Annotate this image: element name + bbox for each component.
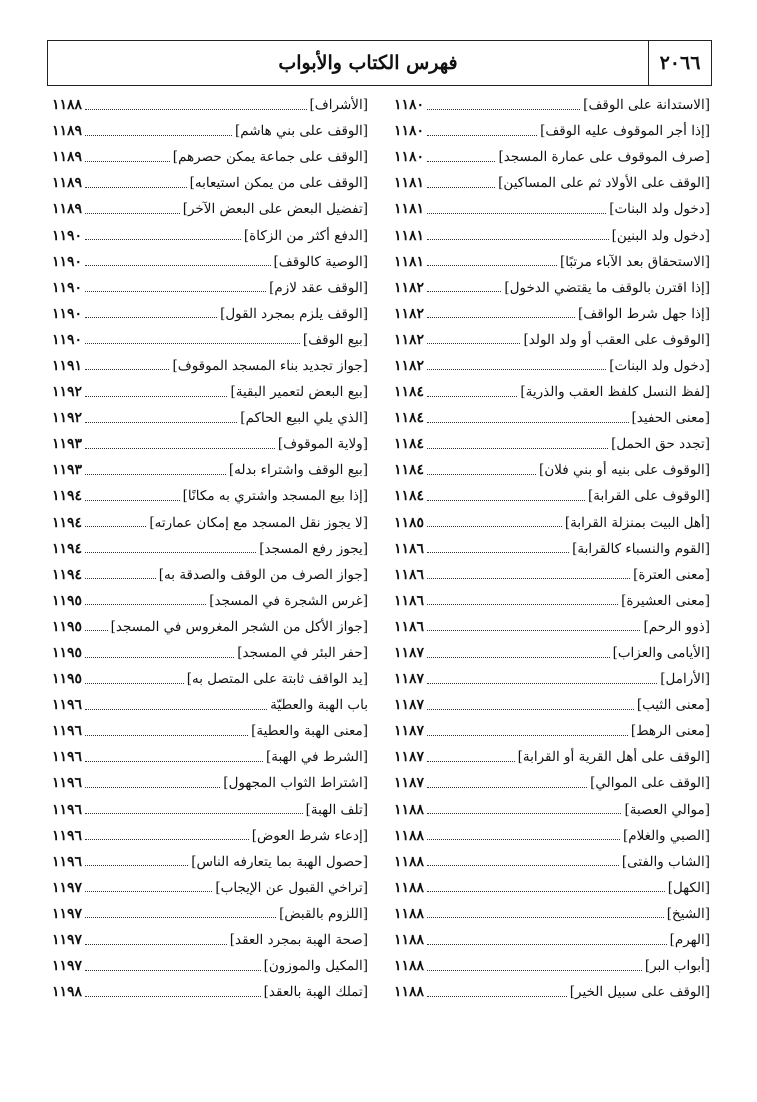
index-entry — [52, 901, 368, 927]
entry-page-number: ١١٨٨ — [394, 853, 425, 870]
dot-leader — [427, 630, 640, 631]
index-entry — [394, 170, 710, 196]
entry-page-number: ١١٩٣ — [52, 436, 83, 453]
index-entry — [52, 953, 368, 979]
index-entry — [394, 405, 710, 431]
dot-leader — [427, 474, 536, 475]
entry-page-number: ١١٨٤ — [394, 462, 425, 479]
index-entry — [394, 614, 710, 640]
dot-leader — [85, 213, 180, 214]
entry-page-number: ١١٩٥ — [52, 645, 83, 662]
dot-leader — [427, 996, 567, 997]
index-entry — [394, 249, 710, 275]
entry-title: [الوقف على بني هاشم] — [234, 123, 368, 140]
dot-leader — [427, 343, 520, 344]
dot-leader — [427, 657, 609, 658]
entry-title: [أهل البيت بمنزلة القرابة] — [564, 514, 710, 531]
dot-leader — [85, 552, 256, 553]
entry-page-number: ١١٨٩ — [52, 201, 83, 218]
page-title: فهرس الكتاب والأبواب — [278, 52, 458, 74]
index-entry — [52, 275, 368, 301]
dot-leader — [427, 709, 634, 710]
dot-leader — [85, 813, 302, 814]
dot-leader — [85, 709, 267, 710]
index-entry — [52, 222, 368, 248]
index-entry — [52, 797, 368, 823]
entry-page-number: ١١٨٤ — [394, 410, 425, 427]
entry-page-number: ١١٩٦ — [52, 853, 83, 870]
dot-leader — [85, 317, 217, 318]
entry-page-number: ١١٩٧ — [52, 958, 83, 975]
entry-page-number: ١١٨٤ — [394, 384, 425, 401]
entry-page-number: ١١٩٠ — [52, 279, 83, 296]
entry-title: [تفضيل البعض على البعض الآخر] — [182, 201, 368, 218]
entry-page-number: ١١٨٨ — [394, 827, 425, 844]
dot-leader — [427, 970, 642, 971]
index-entry — [394, 431, 710, 457]
dot-leader — [85, 944, 227, 945]
index-entry — [394, 718, 710, 744]
index-entry — [394, 666, 710, 692]
dot-leader — [85, 422, 237, 423]
entry-title: [معنى الهبة والعطية] — [251, 723, 368, 740]
dot-leader — [427, 813, 621, 814]
entry-title: [القوم والنسباء كالقرابة] — [572, 540, 710, 557]
index-entry — [394, 927, 710, 953]
entry-title: [الشاب والفتى] — [621, 853, 710, 870]
entry-page-number: ١١٩٠ — [52, 253, 83, 270]
entry-title: [إذا جهل شرط الواقف] — [578, 305, 710, 322]
entry-page-number: ١١٨١ — [394, 175, 425, 192]
entry-title: [حصول الهبة بما يتعارفه الناس] — [191, 853, 368, 870]
entry-title: [يد الواقف ثابتة على المتصل به] — [186, 671, 368, 688]
index-entry — [394, 353, 710, 379]
index-entry — [52, 588, 368, 614]
entry-page-number: ١١٩٠ — [52, 227, 83, 244]
entry-page-number: ١١٩٦ — [52, 827, 83, 844]
index-entry — [52, 614, 368, 640]
dot-leader — [85, 109, 306, 110]
dot-leader — [427, 109, 580, 110]
dot-leader — [427, 683, 657, 684]
entry-page-number: ١١٩٧ — [52, 932, 83, 949]
dot-leader — [85, 839, 249, 840]
index-entry — [394, 92, 710, 118]
entry-title: [إدعاء شرط العوض] — [251, 827, 368, 844]
entry-title: [الأيامى والعزاب] — [612, 645, 710, 662]
index-entry — [52, 457, 368, 483]
dot-leader — [85, 630, 108, 631]
index-entry — [52, 718, 368, 744]
index-entry — [52, 510, 368, 536]
entry-page-number: ١١٨١ — [394, 201, 425, 218]
dot-leader — [427, 422, 628, 423]
entry-title: [الوقف على أهل القرية أو القرابة] — [517, 749, 710, 766]
entry-title: [إذا بيع المسجد واشتري به مكانًا] — [182, 488, 368, 505]
entry-page-number: ١١٨٧ — [394, 697, 425, 714]
entry-title: [اللزوم بالقبض] — [279, 905, 368, 922]
dot-leader — [85, 865, 188, 866]
entry-title: [الوقف على سبيل الخير] — [569, 984, 710, 1001]
index-entry — [394, 301, 710, 327]
entry-title: [الأشراف] — [309, 97, 368, 114]
entry-title: [جواز الأكل من الشجر المغروس في المسجد] — [110, 618, 368, 635]
entry-title: [الأرامل] — [660, 671, 710, 688]
entry-title: [جواز تجديد بناء المسجد الموقوف] — [172, 357, 368, 374]
entry-title: [تملك الهبة بالعقد] — [263, 984, 368, 1001]
dot-leader — [427, 944, 666, 945]
index-entry — [52, 170, 368, 196]
entry-title: [معنى الرهط] — [630, 723, 710, 740]
entry-title: [الوقوف على العقب أو ولد الولد] — [523, 331, 710, 348]
index-entry — [52, 979, 368, 1005]
entry-page-number: ١١٩٢ — [52, 384, 83, 401]
entry-page-number: ١١٨٧ — [394, 775, 425, 792]
entry-title: [الوقوف على القرابة] — [587, 488, 710, 505]
dot-leader — [427, 396, 517, 397]
entry-title: [معنى العشيرة] — [621, 592, 710, 609]
entry-page-number: ١١٨٥ — [394, 514, 425, 531]
entry-title: [الوقف على من يمكن استيعابه] — [189, 175, 368, 192]
entry-title: [الوقوف على بنيه أو بني فلان] — [539, 462, 710, 479]
entry-title: [الصبي والغلام] — [622, 827, 710, 844]
dot-leader — [427, 761, 515, 762]
dot-leader — [427, 839, 620, 840]
entry-page-number: ١١٩٥ — [52, 618, 83, 635]
entry-page-number: ١١٨٨ — [394, 905, 425, 922]
entry-page-number: ١١٩٤ — [52, 488, 83, 505]
dot-leader — [85, 735, 248, 736]
entry-title: [بيع الوقف] — [302, 331, 368, 348]
dot-leader — [85, 970, 261, 971]
entry-title: [معنى الحفيد] — [631, 410, 710, 427]
dot-leader — [85, 683, 184, 684]
index-entry — [52, 744, 368, 770]
dot-leader — [427, 917, 664, 918]
entry-page-number: ١١٩٦ — [52, 697, 83, 714]
dot-leader — [85, 526, 146, 527]
index-entry — [52, 196, 368, 222]
entry-title: باب الهبة والعطيّة — [270, 697, 368, 714]
entry-page-number: ١١٩٧ — [52, 879, 83, 896]
index-entry — [52, 118, 368, 144]
entry-page-number: ١١٨٨ — [52, 97, 83, 114]
entry-title: [إذا أجر الموقوف عليه الوقف] — [540, 123, 710, 140]
entry-page-number: ١١٩٦ — [52, 723, 83, 740]
index-entry — [52, 431, 368, 457]
entry-page-number: ١١٩٠ — [52, 331, 83, 348]
index-entry — [52, 692, 368, 718]
index-column-right — [394, 92, 710, 1092]
dot-leader — [427, 135, 537, 136]
index-entry — [394, 797, 710, 823]
index-entry — [394, 327, 710, 353]
dot-leader — [85, 265, 270, 266]
index-entry — [394, 875, 710, 901]
dot-leader — [427, 526, 562, 527]
dot-leader — [85, 917, 276, 918]
entry-page-number: ١١٨٦ — [394, 618, 425, 635]
entry-page-number: ١١٨٢ — [394, 305, 425, 322]
entry-title: [معنى العترة] — [633, 566, 710, 583]
entry-title: [دخول ولد البنات] — [609, 357, 710, 374]
dot-leader — [427, 787, 587, 788]
entry-page-number: ١١٩٤ — [52, 540, 83, 557]
index-entry — [394, 144, 710, 170]
page-header — [47, 40, 712, 86]
dot-leader — [85, 448, 275, 449]
entry-page-number: ١١٩٣ — [52, 462, 83, 479]
entry-page-number: ١١٨٢ — [394, 331, 425, 348]
dot-leader — [85, 657, 234, 658]
index-entry — [394, 118, 710, 144]
entry-page-number: ١١٨٤ — [394, 436, 425, 453]
entry-page-number: ١١٨٧ — [394, 671, 425, 688]
entry-page-number: ١١٩١ — [52, 357, 83, 374]
entry-page-number: ١١٩٦ — [52, 749, 83, 766]
dot-leader — [85, 891, 212, 892]
dot-leader — [85, 396, 227, 397]
entry-page-number: ١١٨٨ — [394, 958, 425, 975]
index-entry — [394, 692, 710, 718]
dot-leader — [427, 187, 495, 188]
index-entry — [394, 379, 710, 405]
entry-page-number: ١١٨٨ — [394, 801, 425, 818]
index-entry — [394, 536, 710, 562]
dot-leader — [85, 604, 206, 605]
entry-title: [الشيخ] — [666, 905, 710, 922]
entry-page-number: ١١٩٦ — [52, 775, 83, 792]
index-entry — [52, 353, 368, 379]
entry-title: [بيع الوقف واشتراء بدله] — [228, 462, 368, 479]
index-entry — [394, 640, 710, 666]
entry-page-number: ١١٨٩ — [52, 175, 83, 192]
dot-leader — [427, 448, 608, 449]
index-entry — [52, 640, 368, 666]
entry-page-number: ١١٨٨ — [394, 932, 425, 949]
entry-page-number: ١١٩٨ — [52, 984, 83, 1001]
entry-title: [حفر البئر في المسجد] — [237, 645, 368, 662]
index-entry — [394, 196, 710, 222]
entry-title: [الدفع أكثر من الزكاة] — [243, 227, 368, 244]
entry-page-number: ١١٨٨ — [394, 984, 425, 1001]
index-entry — [52, 301, 368, 327]
entry-title: [الكهل] — [667, 879, 710, 896]
index-columns — [52, 92, 710, 1092]
entry-title: [بيع البعض لتعمير البقية] — [230, 384, 368, 401]
index-entry — [394, 457, 710, 483]
index-entry — [52, 536, 368, 562]
entry-page-number: ١١٩٢ — [52, 410, 83, 427]
entry-title: [الوقف على جماعة يمكن حصرهم] — [172, 149, 368, 166]
entry-page-number: ١١٨٦ — [394, 566, 425, 583]
entry-page-number: ١١٩٧ — [52, 905, 83, 922]
index-entry — [394, 823, 710, 849]
entry-page-number: ١١٨٨ — [394, 879, 425, 896]
dot-leader — [427, 735, 628, 736]
index-entry — [394, 979, 710, 1005]
dot-leader — [85, 369, 169, 370]
entry-page-number: ١١٨٤ — [394, 488, 425, 505]
dot-leader — [427, 369, 606, 370]
entry-title: [صرف الموقوف على عمارة المسجد] — [498, 149, 710, 166]
dot-leader — [427, 500, 585, 501]
dot-leader — [427, 213, 606, 214]
dot-leader — [85, 787, 220, 788]
index-entry — [394, 901, 710, 927]
dot-leader — [427, 161, 495, 162]
entry-page-number: ١١٩٤ — [52, 514, 83, 531]
index-entry — [52, 483, 368, 509]
entry-title: [الاستدانة على الوقف] — [583, 97, 710, 114]
index-entry — [394, 953, 710, 979]
entry-title: [الوقف يلزم بمجرد القول] — [220, 305, 368, 322]
entry-title: [صحة الهبة بمجرد العقد] — [229, 932, 368, 949]
entry-title: [تراخي القبول عن الإيجاب] — [215, 879, 368, 896]
entry-title: [لا يجوز نقل المسجد مع إمكان عمارته] — [149, 514, 368, 531]
entry-page-number: ١١٨٠ — [394, 149, 425, 166]
dot-leader — [85, 474, 226, 475]
dot-leader — [85, 343, 300, 344]
entry-page-number: ١١٨١ — [394, 253, 425, 270]
entry-page-number: ١١٨٦ — [394, 592, 425, 609]
index-entry — [394, 562, 710, 588]
entry-title: [اشتراط الثواب المجهول] — [223, 775, 368, 792]
index-entry — [52, 144, 368, 170]
entry-title: [ولاية الموقوف] — [277, 436, 368, 453]
entry-title: [لفظ النسل كلفظ العقب والذرية] — [520, 384, 710, 401]
entry-title: [غرس الشجرة في المسجد] — [209, 592, 368, 609]
page-number: ٢٠٦٦ — [648, 41, 711, 85]
entry-page-number: ١١٩٦ — [52, 801, 83, 818]
index-entry — [52, 379, 368, 405]
entry-page-number: ١١٨٩ — [52, 123, 83, 140]
entry-title: [يجوز رفع المسجد] — [259, 540, 368, 557]
dot-leader — [427, 239, 609, 240]
entry-title: [الذي يلي البيع الحاكم] — [240, 410, 368, 427]
entry-page-number: ١١٨٦ — [394, 540, 425, 557]
entry-title: [الوقف على الموالي] — [590, 775, 710, 792]
entry-page-number: ١١٩٥ — [52, 671, 83, 688]
entry-page-number: ١١٨٧ — [394, 645, 425, 662]
index-entry — [52, 823, 368, 849]
entry-title: [موالي العصبة] — [624, 801, 710, 818]
index-entry — [52, 562, 368, 588]
dot-leader — [85, 239, 241, 240]
dot-leader — [427, 604, 618, 605]
dot-leader — [85, 291, 266, 292]
index-entry — [394, 588, 710, 614]
dot-leader — [427, 865, 619, 866]
entry-page-number: ١١٩٠ — [52, 305, 83, 322]
entry-title: [أبواب البر] — [644, 958, 710, 975]
index-entry — [394, 275, 710, 301]
entry-title: [الهرم] — [669, 932, 710, 949]
index-entry — [52, 249, 368, 275]
index-entry — [52, 849, 368, 875]
entry-title: [دخول ولد البنين] — [611, 227, 710, 244]
entry-page-number: ١١٨٠ — [394, 123, 425, 140]
dot-leader — [427, 317, 575, 318]
index-entry — [394, 483, 710, 509]
entry-page-number: ١١٩٥ — [52, 592, 83, 609]
index-entry — [52, 875, 368, 901]
dot-leader — [427, 578, 630, 579]
entry-title: [ذوو الرحم] — [643, 618, 710, 635]
dot-leader — [427, 291, 501, 292]
index-entry — [52, 405, 368, 431]
dot-leader — [85, 578, 156, 579]
entry-title: [الاستحقاق بعد الآباء مرتبًا] — [559, 253, 710, 270]
entry-page-number: ١١٨٢ — [394, 357, 425, 374]
index-entry — [394, 222, 710, 248]
entry-title: [الوقف على الأولاد ثم على المساكين] — [498, 175, 710, 192]
entry-page-number: ١١٨١ — [394, 227, 425, 244]
dot-leader — [85, 996, 261, 997]
index-entry — [52, 327, 368, 353]
entry-page-number: ١١٨٧ — [394, 749, 425, 766]
entry-title: [جواز الصرف من الوقف والصدقة به] — [158, 566, 368, 583]
entry-title: [معنى الثيب] — [636, 697, 710, 714]
entry-title: [إذا اقترن بالوقف ما يقتضي الدخول] — [504, 279, 710, 296]
index-entry — [394, 770, 710, 796]
entry-page-number: ١١٩٤ — [52, 566, 83, 583]
dot-leader — [427, 265, 557, 266]
entry-title: [تجدد حق الحمل] — [611, 436, 710, 453]
index-entry — [394, 510, 710, 536]
entry-title: [دخول ولد البنات] — [609, 201, 710, 218]
index-entry — [394, 744, 710, 770]
entry-page-number: ١١٨٩ — [52, 149, 83, 166]
dot-leader — [85, 161, 170, 162]
dot-leader — [85, 500, 180, 501]
index-column-left — [52, 92, 368, 1092]
dot-leader — [85, 761, 263, 762]
index-entry — [52, 927, 368, 953]
index-entry — [394, 849, 710, 875]
index-entry — [52, 666, 368, 692]
dot-leader — [427, 891, 665, 892]
entry-title: [الوصية كالوقف] — [273, 253, 368, 270]
index-entry — [52, 770, 368, 796]
dot-leader — [85, 187, 187, 188]
dot-leader — [85, 135, 232, 136]
entry-page-number: ١١٨٠ — [394, 97, 425, 114]
entry-title: [الوقف عقد لازم] — [269, 279, 368, 296]
entry-page-number: ١١٨٢ — [394, 279, 425, 296]
entry-title: [تلف الهبة] — [305, 801, 368, 818]
dot-leader — [427, 552, 569, 553]
entry-title: [الشرط في الهبة] — [265, 749, 368, 766]
entry-title: [المكيل والموزون] — [263, 958, 368, 975]
index-entry — [52, 92, 368, 118]
entry-page-number: ١١٨٧ — [394, 723, 425, 740]
